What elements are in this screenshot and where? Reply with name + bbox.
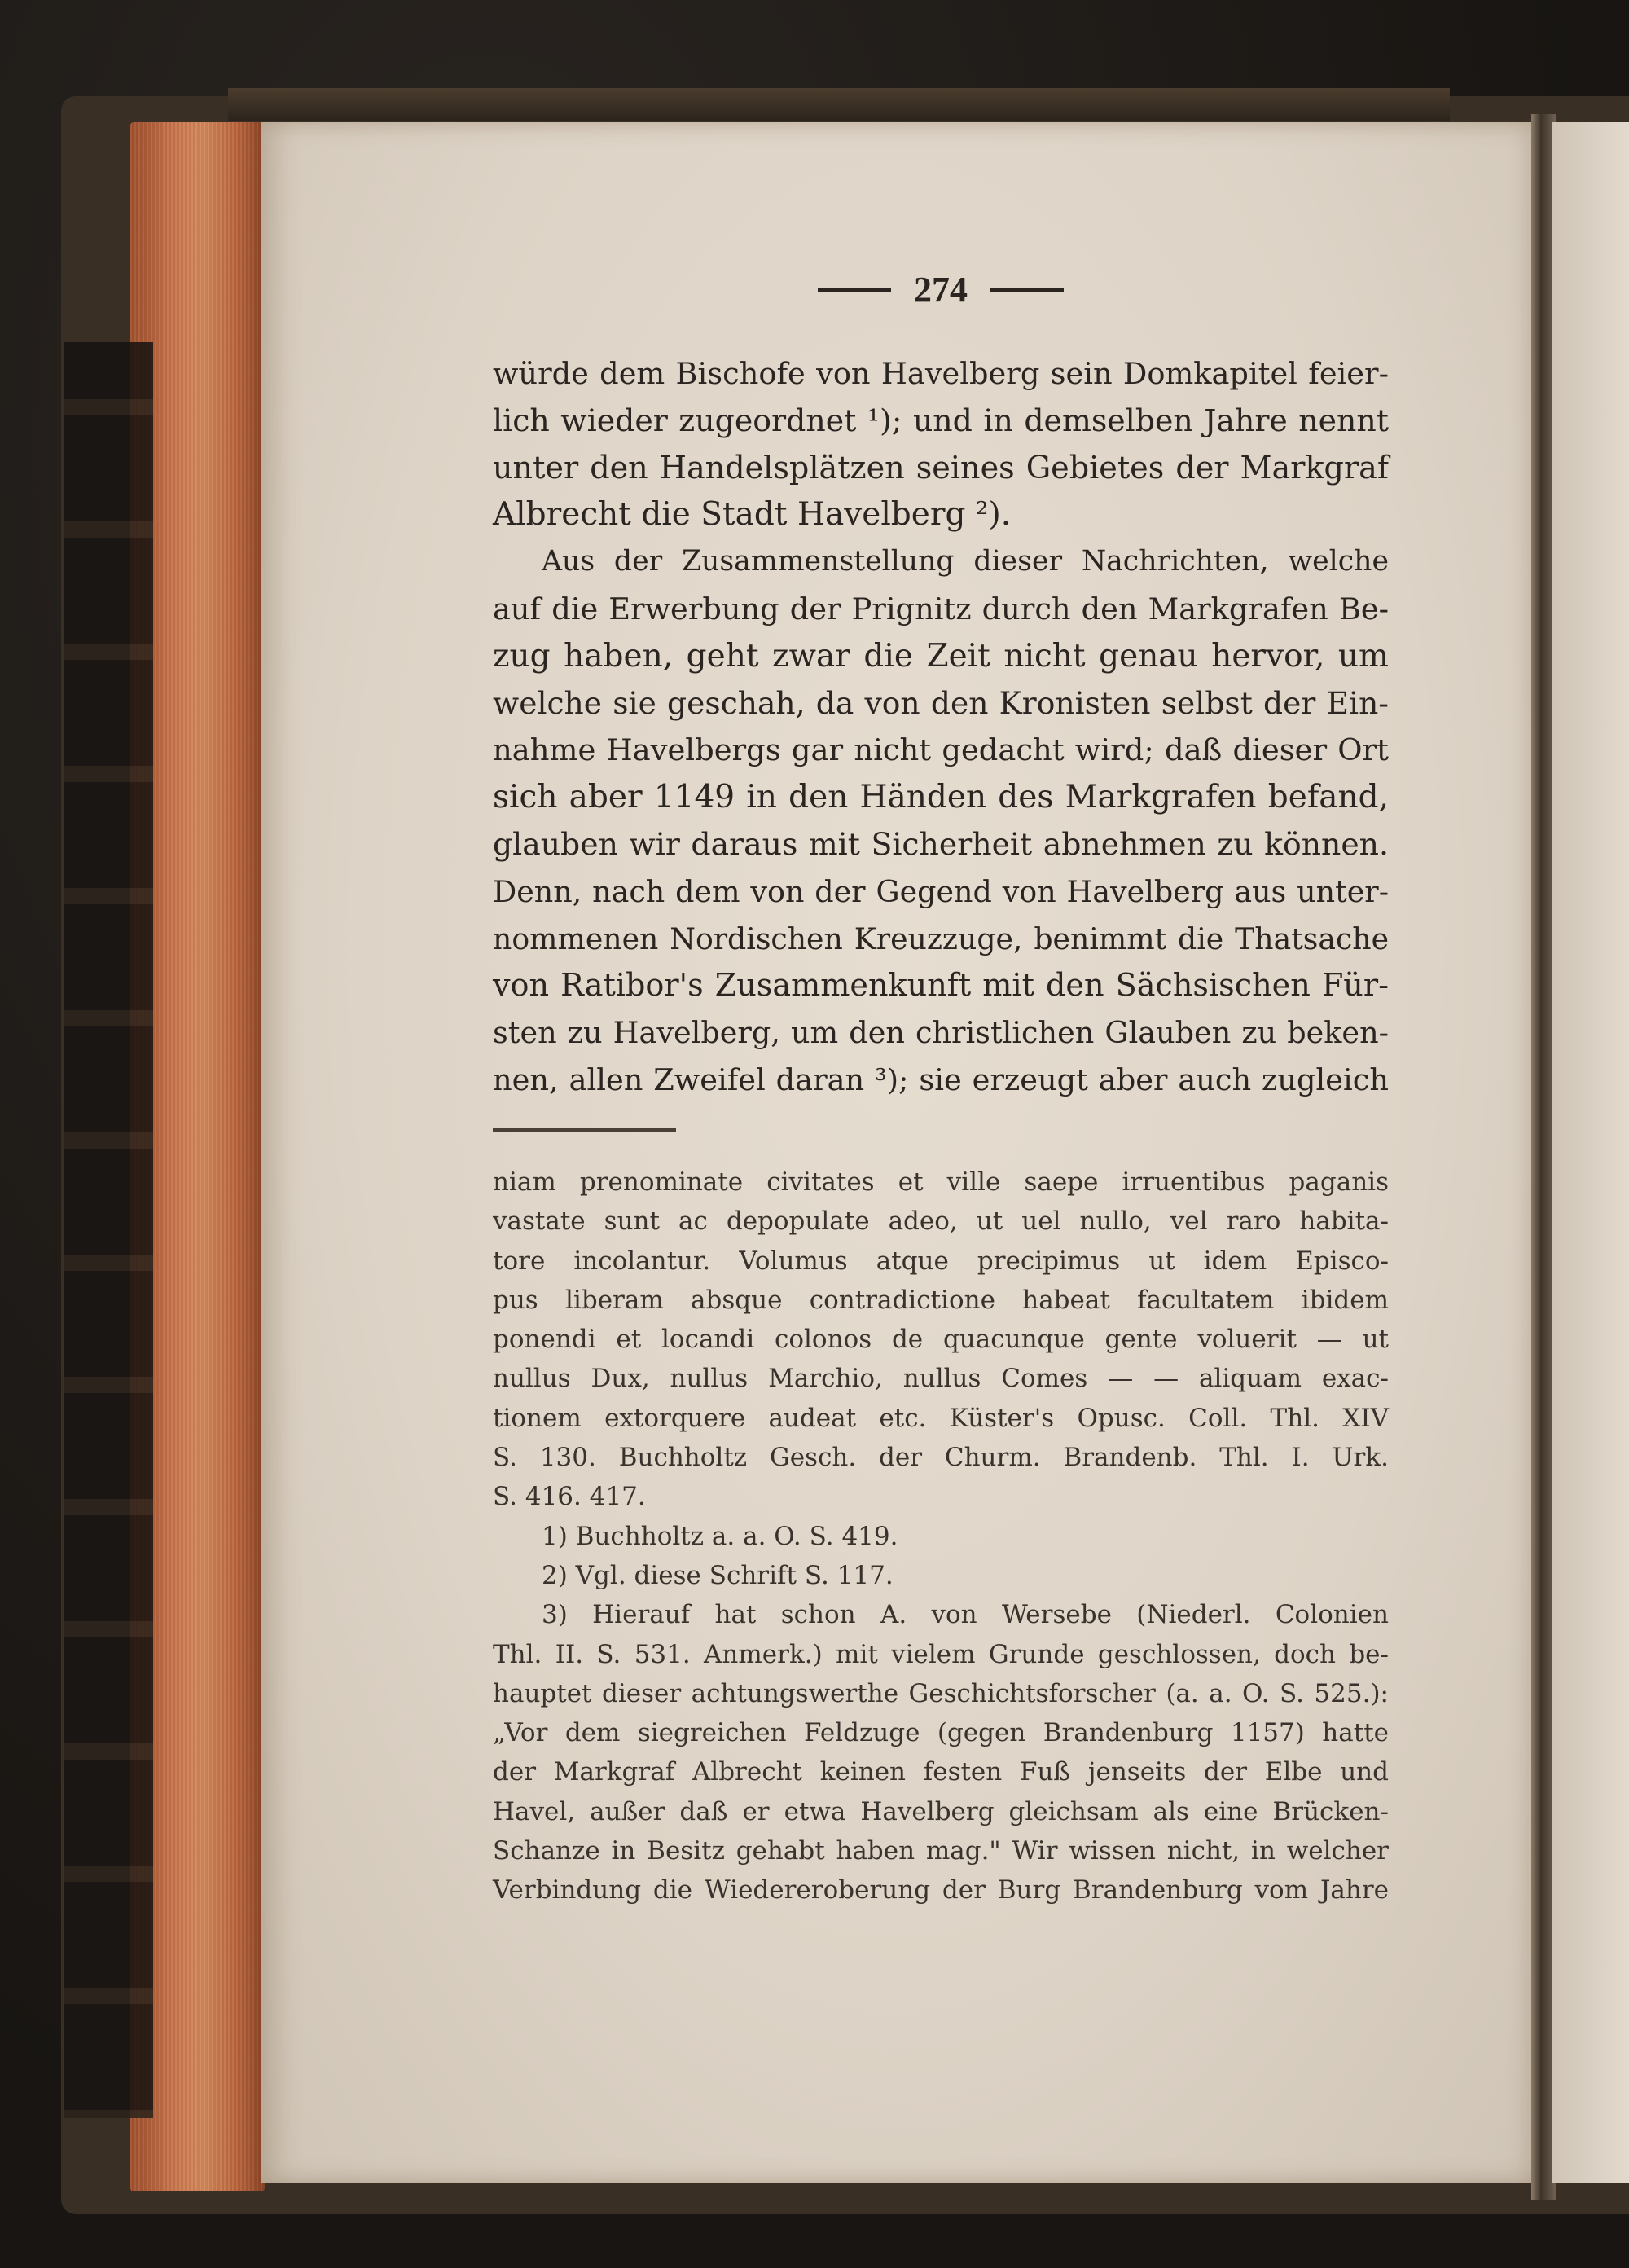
footnote-3-line: „Vor dem siegreichen Feldzuge (gegen Brandenburg 1157) hatte — [493, 1718, 1389, 1748]
footnote-3-line: der Markgraf Albrecht keinen festen Fuß jenseits der Elbe und — [493, 1757, 1389, 1787]
footnote-3-line: Havel, außer daß er etwa Havelberg gleichsam als eine Brücken- — [493, 1796, 1389, 1826]
text-line: Denn, nach dem von der Gegend von Havelberg aus unter- — [493, 873, 1389, 909]
book-spine — [64, 342, 153, 2118]
footnotes — [493, 1163, 1389, 1910]
footnote-3-line: 3) Hierauf hat schon A. von Wersebe (Niederl. Colonien — [542, 1600, 1389, 1630]
footnote-3-line: Thl. II. S. 531. Anmerk.) mit vielem Grunde geschlossen, doch be- — [493, 1639, 1389, 1669]
header-dash-right — [990, 288, 1064, 292]
footnote-3-line: Schanze in Besitz gehabt haben mag." Wir wissen nicht, in welcher — [493, 1836, 1389, 1866]
text-line: von Ratibor's Zusammenkunft mit den Sächsischen Für- — [493, 967, 1389, 1004]
footnote-line: S. 416. 417. — [493, 1482, 646, 1512]
footnote-3-line: Verbindung die Wiedereroberung der Burg Brandenburg vom Jahre — [493, 1875, 1389, 1905]
text-line: nen, allen Zweifel daran ³); sie erzeugt aber auch zugleich — [493, 1061, 1389, 1097]
text-line: unter den Handelsplätzen seines Gebietes der Markgraf — [493, 449, 1389, 486]
text-line: Aus der Zusammenstellung dieser Nachrichten, welche — [542, 545, 1389, 578]
text-line: zug haben, geht zwar die Zeit nicht genau hervor, um — [493, 637, 1389, 675]
text-line: Albrecht die Stadt Havelberg ²). — [493, 496, 1012, 534]
book-cover-top-edge — [228, 88, 1450, 121]
text-line: lich wieder zugeordnet ¹); und in demselben Jahre nennt — [493, 402, 1389, 438]
text-line: sich aber 1149 in den Händen des Markgrafen befand, — [493, 779, 1389, 816]
text-line: auf die Erwerbung der Prignitz durch den Markgrafen Be- — [493, 591, 1389, 626]
footnote-line: pus liberam absque contradictione habeat facultatem ibidem — [493, 1285, 1389, 1315]
page-number-header — [493, 261, 1389, 318]
text-line: würde dem Bischofe von Havelberg sein Domkapitel feier- — [493, 356, 1389, 391]
footnote-3-line: hauptet dieser achtungswerthe Geschichtsforscher (a. a. O. S. 525.): — [493, 1678, 1389, 1708]
facing-page — [1552, 122, 1629, 2183]
footnote-line: tionem extorquere audeat etc. Küster's Opusc. Coll. Thl. XIV — [493, 1403, 1389, 1433]
footnote-line: niam prenominate civitates et ville saepe irruentibus paganis — [493, 1167, 1389, 1197]
footnote-line: nullus Dux, nullus Marchio, nullus Comes — — aliquam exac- — [493, 1364, 1389, 1394]
text-line: glauben wir daraus mit Sicherheit abnehmen zu können. — [493, 825, 1389, 862]
footnote-line: vastate sunt ac depopulate adeo, ut uel nullo, vel raro habita- — [493, 1207, 1389, 1237]
footnote-2: 2) Vgl. diese Schrift S. 117. — [542, 1560, 894, 1590]
text-line: nahme Havelbergs gar nicht gedacht wird; daß dieser Ort — [493, 732, 1389, 768]
footnote-1: 1) Buchholtz a. a. O. S. 419. — [542, 1521, 898, 1551]
main-text — [493, 350, 1389, 1104]
text-line: welche sie geschah, da von den Kronisten selbst der Ein- — [493, 684, 1389, 721]
text-line: sten zu Havelberg, um den christlichen Glauben zu beken- — [493, 1015, 1389, 1051]
footnote-line: ponendi et locandi colonos de quacunque gente voluerit — ut — [493, 1325, 1389, 1355]
footnote-line: S. 130. Buchholtz Gesch. der Churm. Brandenb. Thl. I. Urk. — [493, 1443, 1389, 1473]
footnote-separator — [493, 1128, 676, 1132]
text-line: nommenen Nordischen Kreuzzuge, benimmt die Thatsache — [493, 921, 1389, 956]
header-dash-left — [818, 288, 891, 292]
page-number: 274 — [914, 269, 968, 310]
footnote-line: tore incolantur. Volumus atque precipimus ut idem Episco- — [493, 1246, 1389, 1276]
